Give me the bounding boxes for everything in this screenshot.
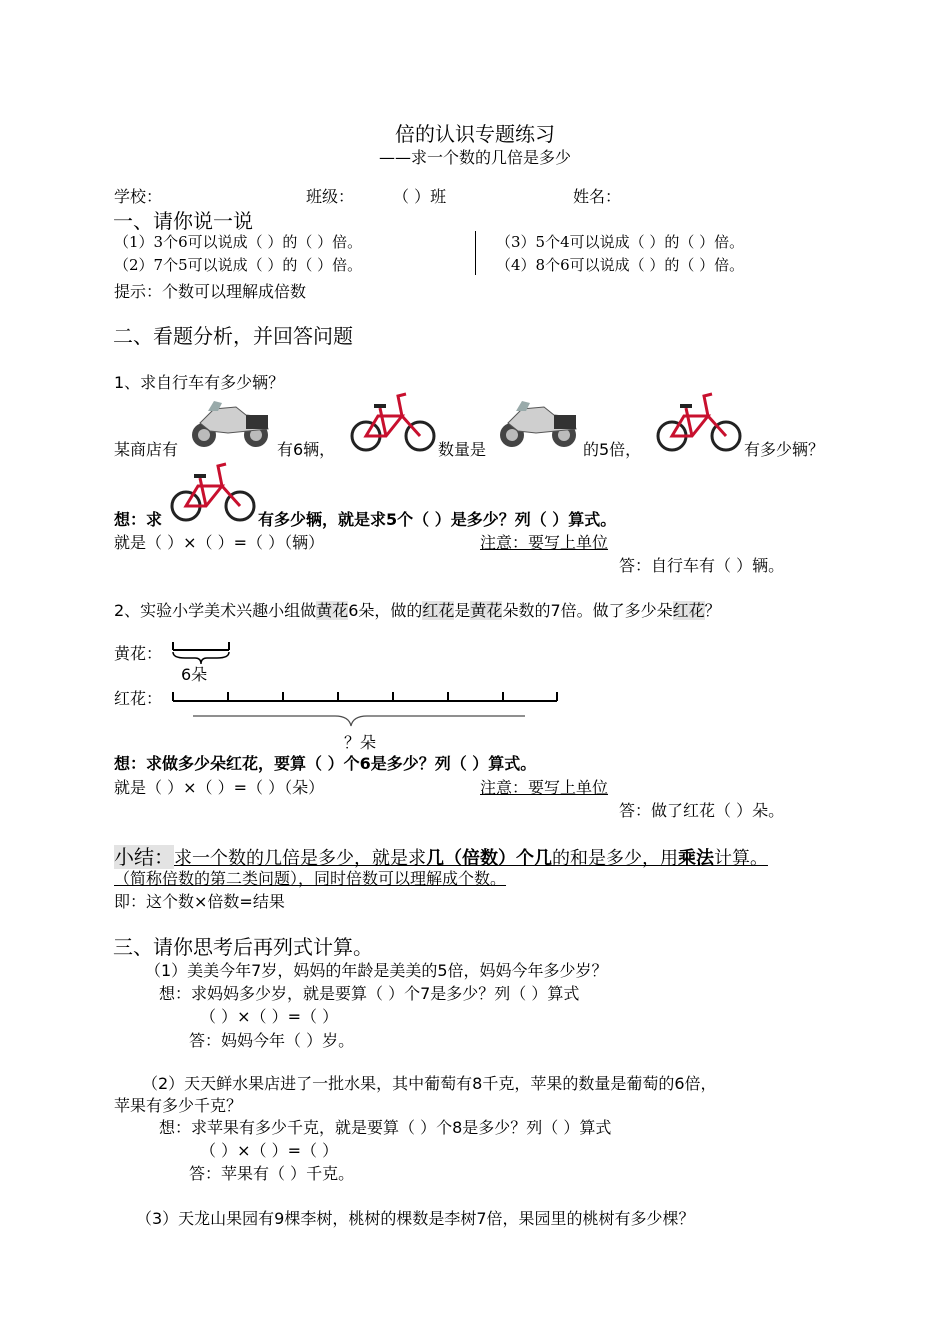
section1-item: （2）7个5可以说成（ ）的（ ）倍。 [114,256,363,274]
q1-think: 有多少辆，就是求5个（ ）是多少？列（ ）算式。 [258,510,617,529]
q1-title: 1、求自行车有多少辆？ [114,373,285,392]
q1-text: 某商店有 [114,440,179,459]
p3-question: （3）天龙山果园有9棵李树，桃树的棵数是李树7倍，果园里的桃树有多少棵？ [136,1209,695,1228]
summary-label: 小结： [114,845,174,869]
section1-item: （4）8个6可以说成（ ）的（ ）倍。 [496,256,745,274]
red-count: ？朵 [344,733,377,752]
p2-question: （2）天天鲜水果店进了一批水果，其中葡萄有8千克，苹果的数量是葡萄的6倍， [142,1074,717,1093]
page-title: 倍的认识专题练习 [395,122,555,146]
p2-equation: （ ）×（ ）=（ ） [200,1141,339,1160]
section1-hint: 提示：个数可以理解成倍数 [114,282,307,301]
q2-title: 2、实验小学美术兴趣小组做黄花6朵，做的红花是黄花朵数的7倍。做了多少朵红花？ [114,601,721,620]
p2-question: 苹果有多少千克？ [114,1096,243,1115]
q2-equation: 就是（ ）×（ ）=（ ）（朵） [114,778,325,797]
q1-text: 有6辆， [277,440,336,459]
class-label: 班级： [306,187,355,206]
bicycle-icon [170,460,256,524]
name-label: 姓名： [573,187,622,206]
section1-item: （1）3个6可以说成（ ）的（ ）倍。 [114,233,363,251]
p2-answer: 答：苹果有（ ）千克。 [189,1164,355,1183]
class-blank: （ ）班 [393,187,447,206]
q1-text: 数量是 [438,440,487,459]
q1-think: 想：求 [114,510,163,529]
summary-line2: （简称倍数的第二类问题），同时倍数可以理解成个数。 [114,869,507,888]
p2-think: 想：求苹果有多少千克，就是要算（ ）个8是多少？列（ ）算式 [159,1118,612,1137]
q1-note: 注意：要写上单位 [480,533,609,552]
red-segment [165,686,575,732]
motorcycle-icon [188,397,274,449]
bicycle-icon [656,390,742,454]
red-label: 红花： [114,689,163,708]
q2-think: 想：求做多少朵红花，要算（ ）个6是多少？列（ ）算式。 [114,754,537,773]
section2-heading: 二、看题分析，并回答问题 [113,324,353,348]
section1-item: （3）5个4可以说成（ ）的（ ）倍。 [496,233,745,251]
q1-text: 的5倍， [583,440,642,459]
school-label: 学校： [114,187,163,206]
summary-line1: 小结：求一个数的几倍是多少，就是求几（倍数）个几的和是多少，用乘法计算。 [114,845,768,869]
yellow-label: 黄花： [114,644,163,663]
q1-answer: 答：自行车有（ ）辆。 [619,556,785,575]
q2-answer: 答：做了红花（ ）朵。 [619,801,785,820]
summary-line3: 即：这个数×倍数=结果 [114,892,285,911]
p1-answer: 答：妈妈今年（ ）岁。 [189,1031,355,1050]
bicycle-icon [350,390,436,454]
yellow-count: 6朵 [181,665,208,684]
section1-heading: 一、请你说一说 [113,209,253,233]
page-subtitle: ——求一个数的几倍是多少 [378,148,571,167]
p1-question: （1）美美今年7岁，妈妈的年龄是美美的5倍，妈妈今年多少岁？ [145,961,608,980]
q2-note: 注意：要写上单位 [480,778,609,797]
column-divider [475,231,476,275]
section3-heading: 三、请你思考后再列式计算。 [113,935,373,959]
q1-equation: 就是（ ）×（ ）=（ ）（辆） [114,533,325,552]
q1-text: 有多少辆？ [744,440,825,459]
p1-think: 想：求妈妈多少岁，就是要算（ ）个7是多少？列（ ）算式 [159,984,580,1003]
motorcycle-icon [496,397,582,449]
p1-equation: （ ）×（ ）=（ ） [200,1007,339,1026]
